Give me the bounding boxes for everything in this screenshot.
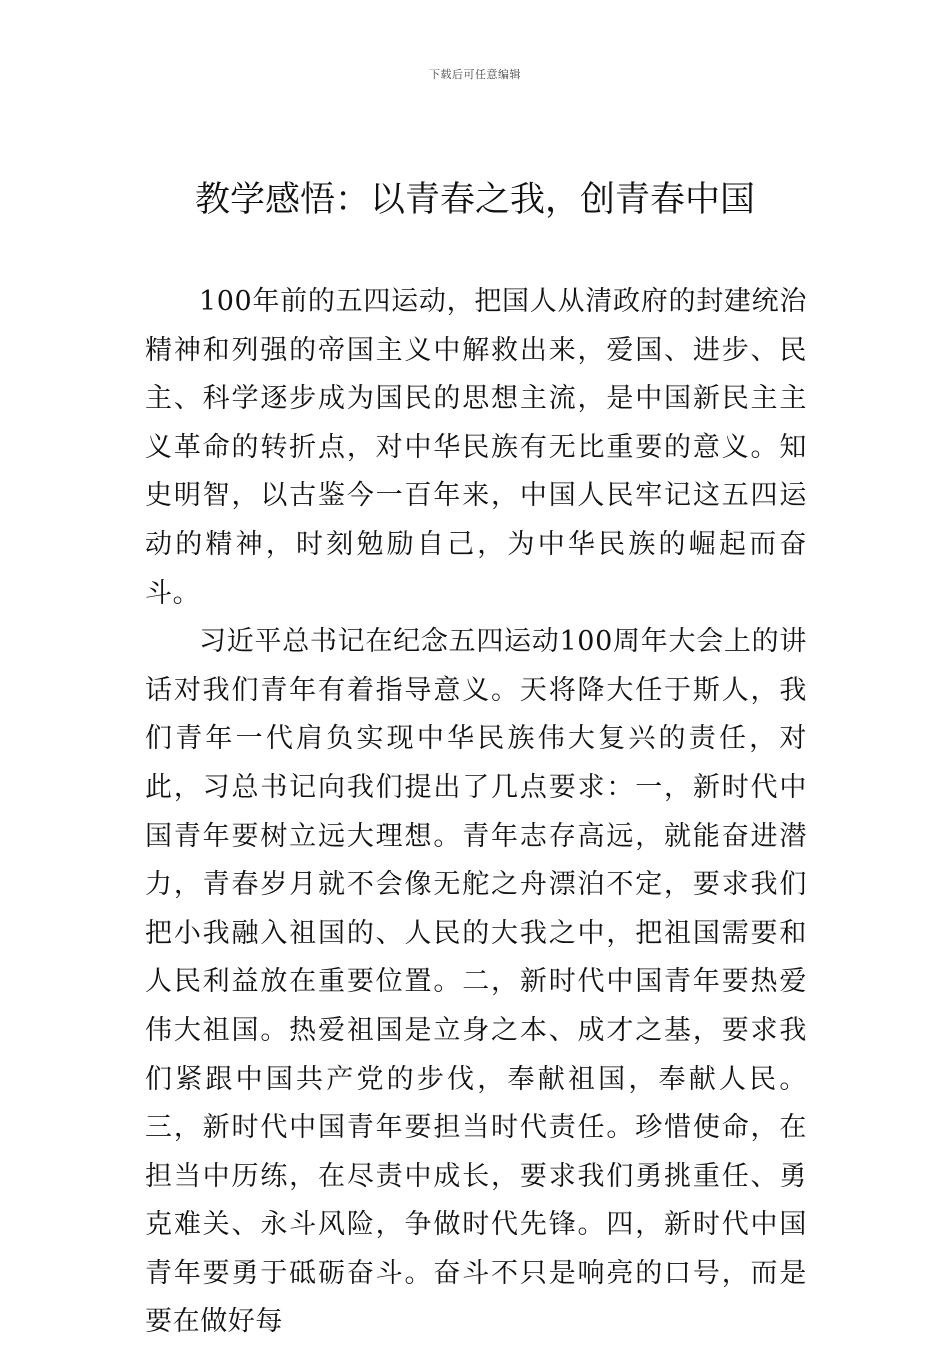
- body-paragraph-2: 习近平总书记在纪念五四运动100周年大会上的讲话对我们青年有着指导意义。天将降大任于斯人，我们青年一代肩负实现中华民族伟大复兴的责任，对此，习总书记向我们提出了几点要求：一，新时代中国青年要树立远大理想。青年志存高远，就能奋进潜力，青春岁月就不会像无舵之舟漂泊不定，要求我们把小我融入祖国的、人民的大我之中，把祖国需要和人民利益放在重要位置。二，新时代中国青年要热爱伟大祖国。热爱祖国是立身之本、成才之基，要求我们紧跟中国共产党的步伐，奉献祖国，奉献人民。三，新时代中国青年要担当时代责任。珍惜使命，在担当中历练，在尽责中成长，要求我们勇挑重任、勇克难关、永斗风险，争做时代先锋。四，新时代中国青年要勇于砥砺奋斗。奋斗不只是响亮的口号，而是要在做好每: [145, 626, 807, 1338]
- document-body: [145, 278, 807, 1347]
- document-title: 教学感悟：以青春之我，创青春中国: [194, 180, 755, 220]
- body-paragraph-1: 100年前的五四运动，把国人从清政府的封建统治精神和列强的帝国主义中解救出来，爱国、进步、民主、科学逐步成为国民的思想主流，是中国新民主主义革命的转折点，对中华民族有无比重要的意义。知史明智，以古鉴今一百年来，中国人民牢记这五四运动的精神，时刻勉励自己，为中华民族的崛起而奋斗。: [145, 286, 807, 609]
- page-header-note: 下载后可任意编辑: [429, 68, 521, 81]
